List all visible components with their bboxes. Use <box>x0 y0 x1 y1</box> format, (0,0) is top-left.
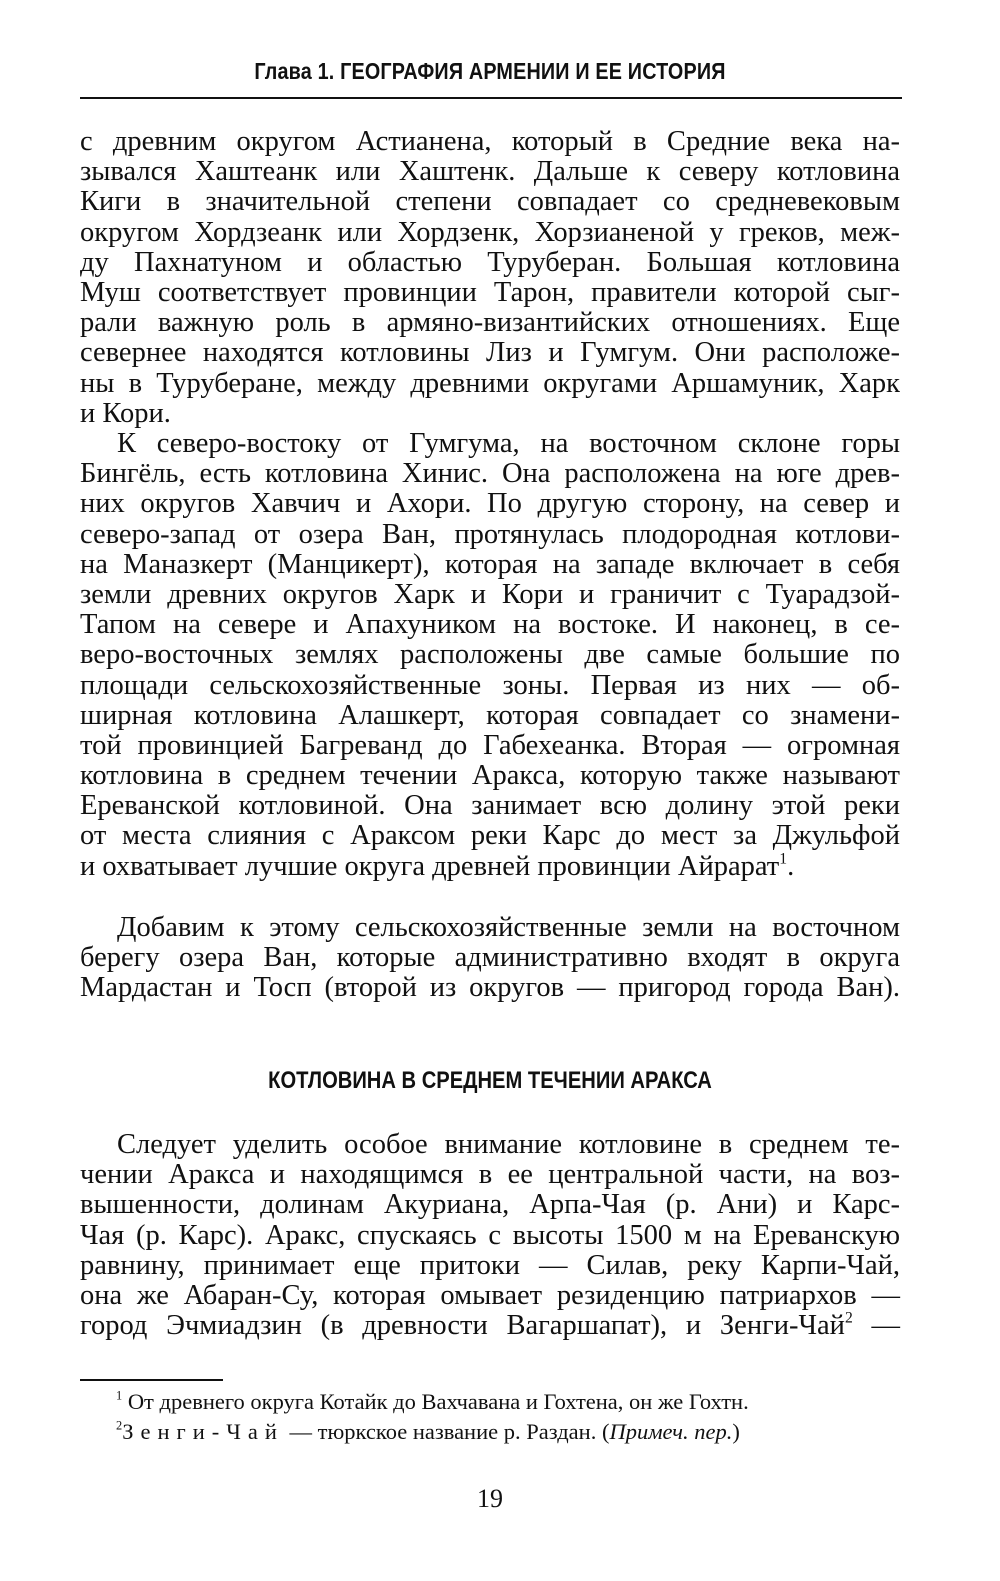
text-line: округом Хордзеанк или Хордзенк, Хорзианеной у греков, меж- <box>80 216 900 248</box>
text-line: Чая (р. Карс). Аракс, спускаясь с высоты 1500 м на Ереванскую <box>80 1219 900 1251</box>
text-line: берегу озера Ван, которые административно входят в округа <box>80 942 900 974</box>
text-line: Тапом на севере и Апахуником на востоке. И наконец, в се- <box>80 609 900 641</box>
text-line-with-footnote: и охватывает лучшие округа древней провинции Айрарат$^1$. <box>80 849 795 882</box>
footnote-close: ) <box>732 1419 740 1444</box>
text-line: земли древних округов Харк и Кори и граничит с Туарадзой- <box>80 578 900 610</box>
text-line: и Кори. <box>80 397 171 429</box>
text-line: она же Абаран-Су, которая омывает резиденцию патриархов — <box>80 1279 900 1311</box>
text-line: Добавим к этому сельскохозяйственные земли на восточном <box>117 912 900 943</box>
running-head: Глава 1. ГЕОГРАФИЯ АРМЕНИИ И ЕЕ ИСТОРИЯ <box>254 58 726 84</box>
footnotes <box>80 1387 900 1447</box>
footnote-mark: 2 <box>116 1418 123 1433</box>
text-line: от места слияния с Араксом реки Карс до мест за Джульфой <box>80 820 900 852</box>
text-line: равнину, принимает еще притоки — Силав, реку Карпи-Чай, <box>80 1249 900 1281</box>
footnote-2 <box>80 1417 900 1447</box>
text-line: чении Аракса и находящимся в ее центральной части, на воз- <box>80 1159 900 1191</box>
text-line: ны в Туруберане, между древними округами Аршамуник, Харк <box>80 367 900 399</box>
text-line-content: город Эчмиадзин (в древности Вагаршапат), и Зенги-Чай <box>80 1310 845 1342</box>
text-line: веро-восточных землях расположены две самые большие по <box>80 639 900 671</box>
text-line: Киги в значительной степени совпадает со средневековым <box>80 186 900 218</box>
footnote-text: — тюркское название р. Раздан. ( <box>289 1419 610 1444</box>
text-line-with-footnote <box>80 1311 900 1341</box>
text-line: зывался Хаштеанк или Хаштенк. Дальше к северу котловина <box>80 156 900 188</box>
text-line: Муш соответствует провинции Тарон, правители которой сыг- <box>80 276 900 308</box>
text-line: них округов Хавчич и Ахори. По другую сторону, на север и <box>80 488 900 520</box>
footnote-mark: 1 <box>116 1388 123 1403</box>
page-number: 19 <box>477 1484 503 1513</box>
text-line: Бингёль, есть котловина Хинис. Она расположена на юге древ- <box>80 458 900 490</box>
text-line: Мардастан и Тосп (второй из округов — пригород города Ван). <box>80 972 900 1004</box>
text-line: Ереванской котловиной. Она занимает всю долину этой реки <box>80 790 900 822</box>
footnote-term: Зенги-Чай <box>122 1419 284 1444</box>
paragraph-1 <box>80 127 900 429</box>
text-line-content: и охватывает лучшие округа древней провинции Айрарат <box>80 850 780 882</box>
footnote-note: Примеч. пер. <box>609 1419 733 1444</box>
text-line: севернее находятся котловины Лиз и Гумгум. Они расположе- <box>80 337 900 369</box>
section-heading: КОТЛОВИНА В СРЕДНЕМ ТЕЧЕНИИ АРАКСА <box>268 1067 712 1094</box>
text-line: площади сельскохозяйственные зоны. Первая из них — об- <box>80 669 900 701</box>
text-line: рали важную роль в армяно-византийских отношениях. Еще <box>80 307 900 339</box>
footnote-text: От древнего округа Котайк до Вахчавана и Гохтена, он же Гохтн. <box>127 1389 749 1414</box>
text-line: той провинцией Багреванд до Габехеанка. Вторая — огромная <box>80 729 900 761</box>
text-line: К северо-востоку от Гумгума, на восточном склоне горы <box>117 428 900 459</box>
text-line: котловина в среднем течении Аракса, которую также называют <box>80 760 900 792</box>
text-line-end: — <box>852 1310 901 1342</box>
text-line: ширная котловина Алашкерт, которая совпадает со знамени- <box>80 699 900 731</box>
text-line: с древним округом Астианена, который в Средние века на- <box>80 126 900 157</box>
text-line: ду Пахнатуном и областью Туруберан. Большая котловина <box>80 246 900 278</box>
header-rule <box>80 97 902 99</box>
footnote-1 <box>80 1387 900 1417</box>
text-line: северо-запад от озера Ван, протянулась плодородная котлови- <box>80 518 900 550</box>
paragraph-4 <box>80 1130 900 1341</box>
text-line: Следует уделить особое внимание котловине в среднем те- <box>117 1129 900 1160</box>
footnote-ref: 2 <box>844 1309 853 1327</box>
text-line: вышенности, долинам Акуриана, Арпа-Чая (р. Ани) и Карс- <box>80 1189 900 1221</box>
text-line: на Маназкерт (Манцикерт), которая на западе включает в себя <box>80 548 900 580</box>
paragraph-2 <box>80 429 900 882</box>
footnote-rule <box>80 1379 223 1381</box>
paragraph-3 <box>80 913 900 1004</box>
footnote-ref: 1 <box>779 849 788 867</box>
